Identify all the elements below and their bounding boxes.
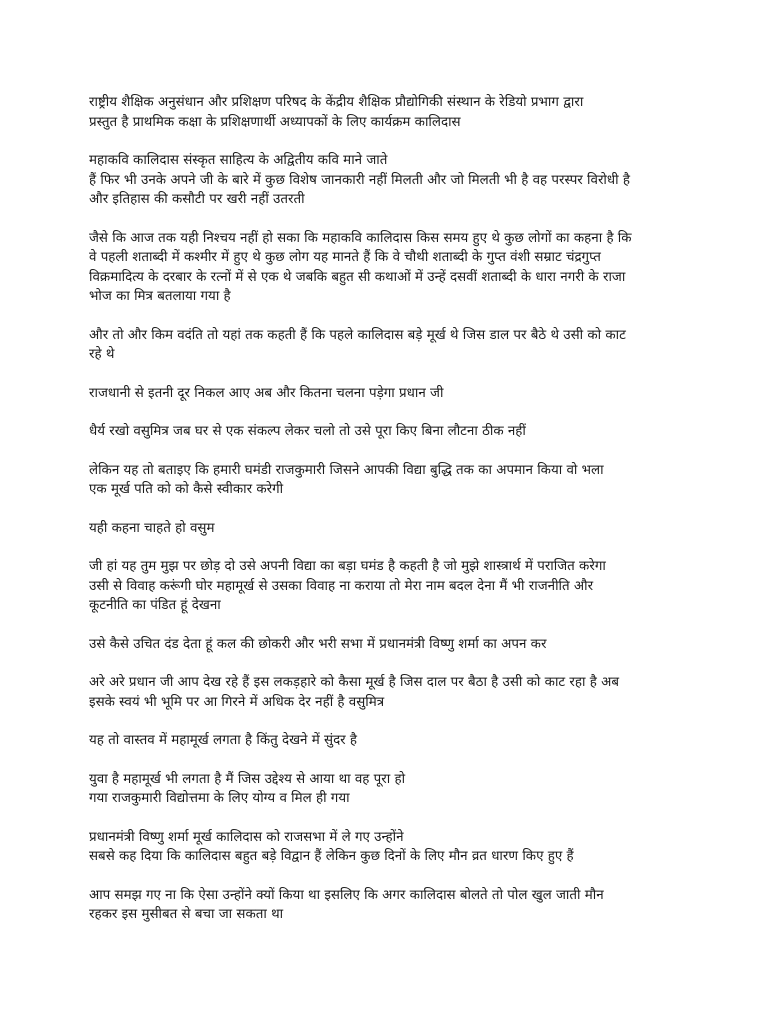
dialogue-line: जी हां यह तुम मुझ पर छोड़ दो उसे अपनी विद्या का बड़ा घमंड है कहती है जो मुझे शास्त्रार्थ में पराजित करेगा उसी से विवाह करूंगी घोर महामूर्ख से उसका विवाह ना कराया तो मेरा नाम बदल देना मैं भी राजनीति और कूटनीति का पंडित हूं देखना	[89, 559, 606, 613]
narration-line: आप समझ गए ना कि ऐसा उन्होंने क्यों किया था इसलिए कि अगर कालिदास बोलते तो पोल खुल जाती मौन रहकर इस मुसीबत से बचा जा सकता था	[89, 887, 604, 922]
dialogue-line: उसे कैसे उचित दंड देता हूं कल की छोकरी और भरी सभा में प्रधानमंत्री विष्णु शर्मा का अपन कर	[89, 636, 547, 652]
dialogue-line: युवा है महामूर्ख भी लगता है मैं जिस उद्देश्य से आया था वह पूरा हो गया राजकुमारी विद्योत्तमा के लिए योग्य व मिल ही गया	[89, 771, 406, 806]
dialogue-line: लेकिन यह तो बताइए कि हमारी घमंडी राजकुमारी जिसने आपकी विद्या बुद्धि तक का अपमान किया वो भला एक मूर्ख पति को को कैसे स्वीकार करेगी	[89, 462, 604, 497]
paragraph-about-kalidas: महाकवि कालिदास संस्कृत साहित्य के अद्वितीय कवि माने जाते हैं फिर भी उनके अपने जी के बारे में कुछ विशेष जानकारी नहीं मिलती और जो मिलती भी है वह परस्पर विरोधी है और इतिहास की कसौटी पर खरी नहीं उतरती	[89, 153, 630, 207]
dialogue-line: अरे अरे प्रधान जी आप देख रहे हैं इस लकड़हारे को कैसा मूर्ख है जिस दाल पर बैठा है उसी को काट रहा है अब इसके स्वयं भी भूमि पर आ गिरने में अधिक देर नहीं है वसुमित्र	[89, 675, 619, 710]
paragraph-intro: राष्ट्रीय शैक्षिक अनुसंधान और प्रशिक्षण परिषद के केंद्रीय शैक्षिक प्रौद्योगिकी संस्थान के रेडियो प्रभाग द्वारा प्रस्तुत है प्राथमिक कक्षा के प्रशिक्षणार्थी अध्यापकों के लिए कार्यक्रम कालिदास	[89, 95, 584, 130]
dialogue-line: राजधानी से इतनी दूर निकल आए अब और कितना चलना पड़ेगा प्रधान जी	[89, 385, 444, 401]
paragraph-time-period: जैसे कि आज तक यही निश्चय नहीं हो सका कि महाकवि कालिदास किस समय हुए थे कुछ लोगों का कहना है कि वे पहली शताब्दी में कश्मीर में हुए थे कुछ लोग यह मानते हैं कि वे चौथी शताब्दी के गुप्त वंशी सम्राट चंद्रगुप्त विक्रमादित्य के दरबार के रत्नों में से एक थे जबकि बहुत सी कथाओं में उन्हें दसवीं शताब्दी के धारा नगरी के राजा भोज का मित्र बतलाया गया है	[89, 230, 632, 304]
dialogue-line: यही कहना चाहते हो वसुम	[89, 520, 215, 536]
dialogue-line: यह तो वास्तव में महामूर्ख लगता है किंतु देखने में सुंदर है	[89, 733, 358, 748]
narration-line: प्रधानमंत्री विष्णु शर्मा मूर्ख कालिदास को राजसभा में ले गए उन्होंने सबसे कह दिया कि कालिदास बहुत बड़े विद्वान हैं लेकिन कुछ दिनों के लिए मौन व्रत धारण किए हुए हैं	[89, 829, 574, 864]
paragraph-legend: और तो और किम वदंति तो यहां तक कहती हैं कि पहले कालिदास बड़े मूर्ख थे जिस डाल पर बैठे थे उसी को काट रहे थे	[89, 327, 626, 362]
dialogue-line: धैर्य रखो वसुमित्र जब घर से एक संकल्प लेकर चलो तो उसे पूरा किए बिना लौटना ठीक नहीं	[89, 424, 526, 439]
